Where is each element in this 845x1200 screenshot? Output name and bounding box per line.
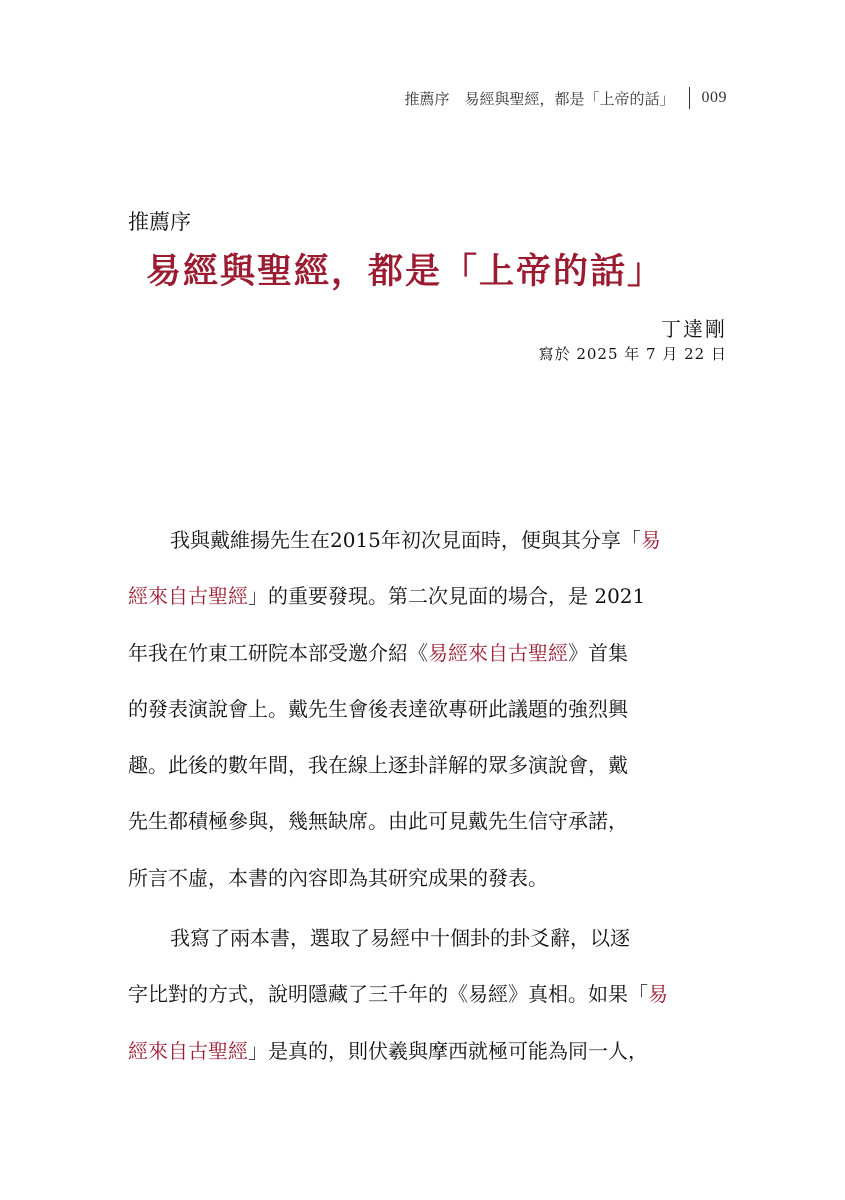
running-header — [404, 86, 727, 110]
header-divider — [689, 87, 690, 109]
paragraph-2-line-3: 經來自古聖經」是真的，則伏羲與摩西就極可能為同一人， — [128, 1038, 648, 1063]
chapter-title: 易經與聖經，都是「上帝的話」 — [146, 251, 665, 292]
paragraph-1-line-1: 我與戴維揚先生在2015年初次見面時，便與其分享「易 — [170, 528, 661, 552]
paragraph-1-line-4: 的發表演說會上。戴先生會後表達欲專研此議題的強烈興 — [128, 696, 628, 721]
paragraph-1-line-7: 所言不虛，本書的內容即為其研究成果的發表。 — [128, 865, 548, 890]
running-header-section: 推薦序 易經與聖經，都是「上帝的話」 — [404, 89, 675, 108]
highlighted-term: 易 — [640, 528, 661, 552]
paragraph-1-line-3: 年我在竹東工研院本部受邀介紹《易經來自古聖經》首集 — [128, 640, 628, 665]
paragraph-1-line-2: 經來自古聖經」的重要發現。第二次見面的場合，是 2021 — [128, 584, 646, 609]
author-name: 丁達剛 — [661, 317, 727, 341]
highlighted-book-title: 易經來自古聖經 — [428, 640, 568, 665]
paragraph-1-line-5: 趣。此後的數年間，我在線上逐卦詳解的眾多演說會，戴 — [128, 753, 628, 778]
page-number: 009 — [701, 89, 727, 106]
body-text — [128, 512, 728, 1079]
written-date: 寫於 2025 年 7 月 22 日 — [538, 345, 727, 363]
paragraph-2-line-1: 我寫了兩本書，選取了易經中十個卦的卦爻辭，以逐 — [170, 926, 630, 951]
highlighted-term: 易 — [648, 982, 668, 1007]
paragraph-1-line-6: 先生都積極參與，幾無缺席。由此可見戴先生信守承諾， — [128, 809, 628, 834]
section-kicker: 推薦序 — [128, 210, 191, 234]
highlighted-term: 經來自古聖經 — [128, 584, 248, 609]
paragraph-2-line-2: 字比對的方式，說明隱藏了三千年的《易經》真相。如果「易 — [128, 982, 668, 1007]
highlighted-term: 經來自古聖經 — [128, 1038, 248, 1063]
